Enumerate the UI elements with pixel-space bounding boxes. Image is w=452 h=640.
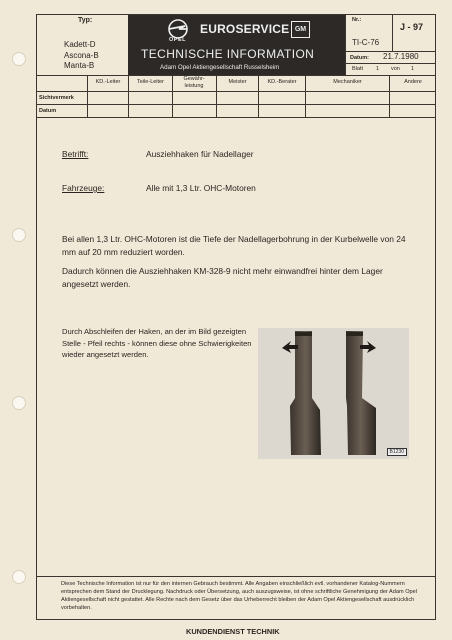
betrifft-value: Ausziehhaken für Nadellager <box>146 149 254 159</box>
model-manta: Manta-B <box>64 61 95 70</box>
punch-hole <box>12 396 26 410</box>
model-kadett: Kadett-D <box>64 40 96 49</box>
datum-label: Datum: <box>350 55 369 61</box>
routing-col-gewaehrleistung: Gewähr-leistung <box>183 76 205 89</box>
footer-kundendienst: KUNDENDIENST TECHNIK <box>186 627 280 636</box>
typ-label: Typ: <box>78 17 93 24</box>
routing-row-datum: Datum <box>39 108 57 114</box>
routing-col-kd-berater: KD.-Berater <box>267 79 297 85</box>
document-title: TECHNISCHE INFORMATION <box>141 47 315 61</box>
von-label: von <box>391 66 400 72</box>
punch-hole <box>12 570 26 584</box>
punch-hole <box>12 228 26 242</box>
routing-col-kd-leiter: KD.-Leiter <box>95 79 121 85</box>
fahrzeuge-value: Alle mit 1,3 Ltr. OHC-Motoren <box>146 183 256 193</box>
company-name: Adam Opel Aktiengesellschaft Russelsheim <box>160 64 280 71</box>
routing-row-sichtvermerk: Sichtvermerk <box>39 95 74 101</box>
service-name: EUROSERVICE <box>200 22 290 36</box>
routing-col-andere: Andere <box>404 79 422 85</box>
paragraph-2: Dadurch können die Ausziehhaken KM-328-9 nicht mehr einwandfrei hinter dem Lager angesetzt werden. <box>62 266 383 289</box>
blatt-label: Blatt <box>352 66 364 72</box>
paragraph-3: Durch Abschleifen der Haken, an der im Bild gezeigten Stelle - Pfeil rechts - können diese ohne Schwierigkeiten wieder angesetzt werden. <box>62 327 252 359</box>
opel-logo-text: OPEL <box>169 37 186 43</box>
gm-logo-text: GM <box>294 26 307 33</box>
fahrzeuge-label: Fahrzeuge: <box>62 183 105 193</box>
paragraph-1: Bei allen 1,3 Ltr. OHC-Motoren ist die Tiefe der Nadellagerbohrung in der Kurbelwelle von 24 mm auf 20 mm reduziert worden. <box>62 234 406 257</box>
von-value: 1 <box>411 66 415 72</box>
header-banner <box>128 15 345 75</box>
photo-id-label: B1230 <box>387 448 407 456</box>
routing-col-teile-leiter: Teile-Leiter <box>137 79 164 85</box>
datum-value: 21.7.1980 <box>383 52 419 61</box>
blatt-value: 1 <box>376 66 380 72</box>
hook-photo <box>258 328 409 459</box>
nr-label: Nr.: <box>352 17 362 23</box>
gm-logo <box>291 21 310 38</box>
nr-value: TI-C-76 <box>352 38 380 47</box>
footer-notice: Diese Technische Information ist nur für den internen Gebrauch bestimmt. Alle Angaben einschließlich evtl. vorhandener Katalog-Nummern entsprechen dem Stand der Drucklegung. Nachdruck oder Übersetzung, auch auszugsweise, ist ohne schriftliche Genehmigung der Adam Opel Aktiengesellschaft nicht gestattet. Alle Rechte nach dem Gesetz über das Urheberrecht bleiben der Adam Opel Aktiengesellschaft ausdrücklich vorbehalten. <box>61 581 418 611</box>
punch-hole <box>12 52 26 66</box>
routing-col-mechaniker: Mechaniker <box>333 79 362 85</box>
routing-col-meister: Meister <box>228 79 247 85</box>
betrifft-label: Betrifft: <box>62 149 89 159</box>
model-ascona: Ascona-B <box>64 50 99 60</box>
model-list <box>64 40 99 72</box>
document-code: J - 97 <box>400 22 424 32</box>
opel-logo <box>163 19 193 43</box>
